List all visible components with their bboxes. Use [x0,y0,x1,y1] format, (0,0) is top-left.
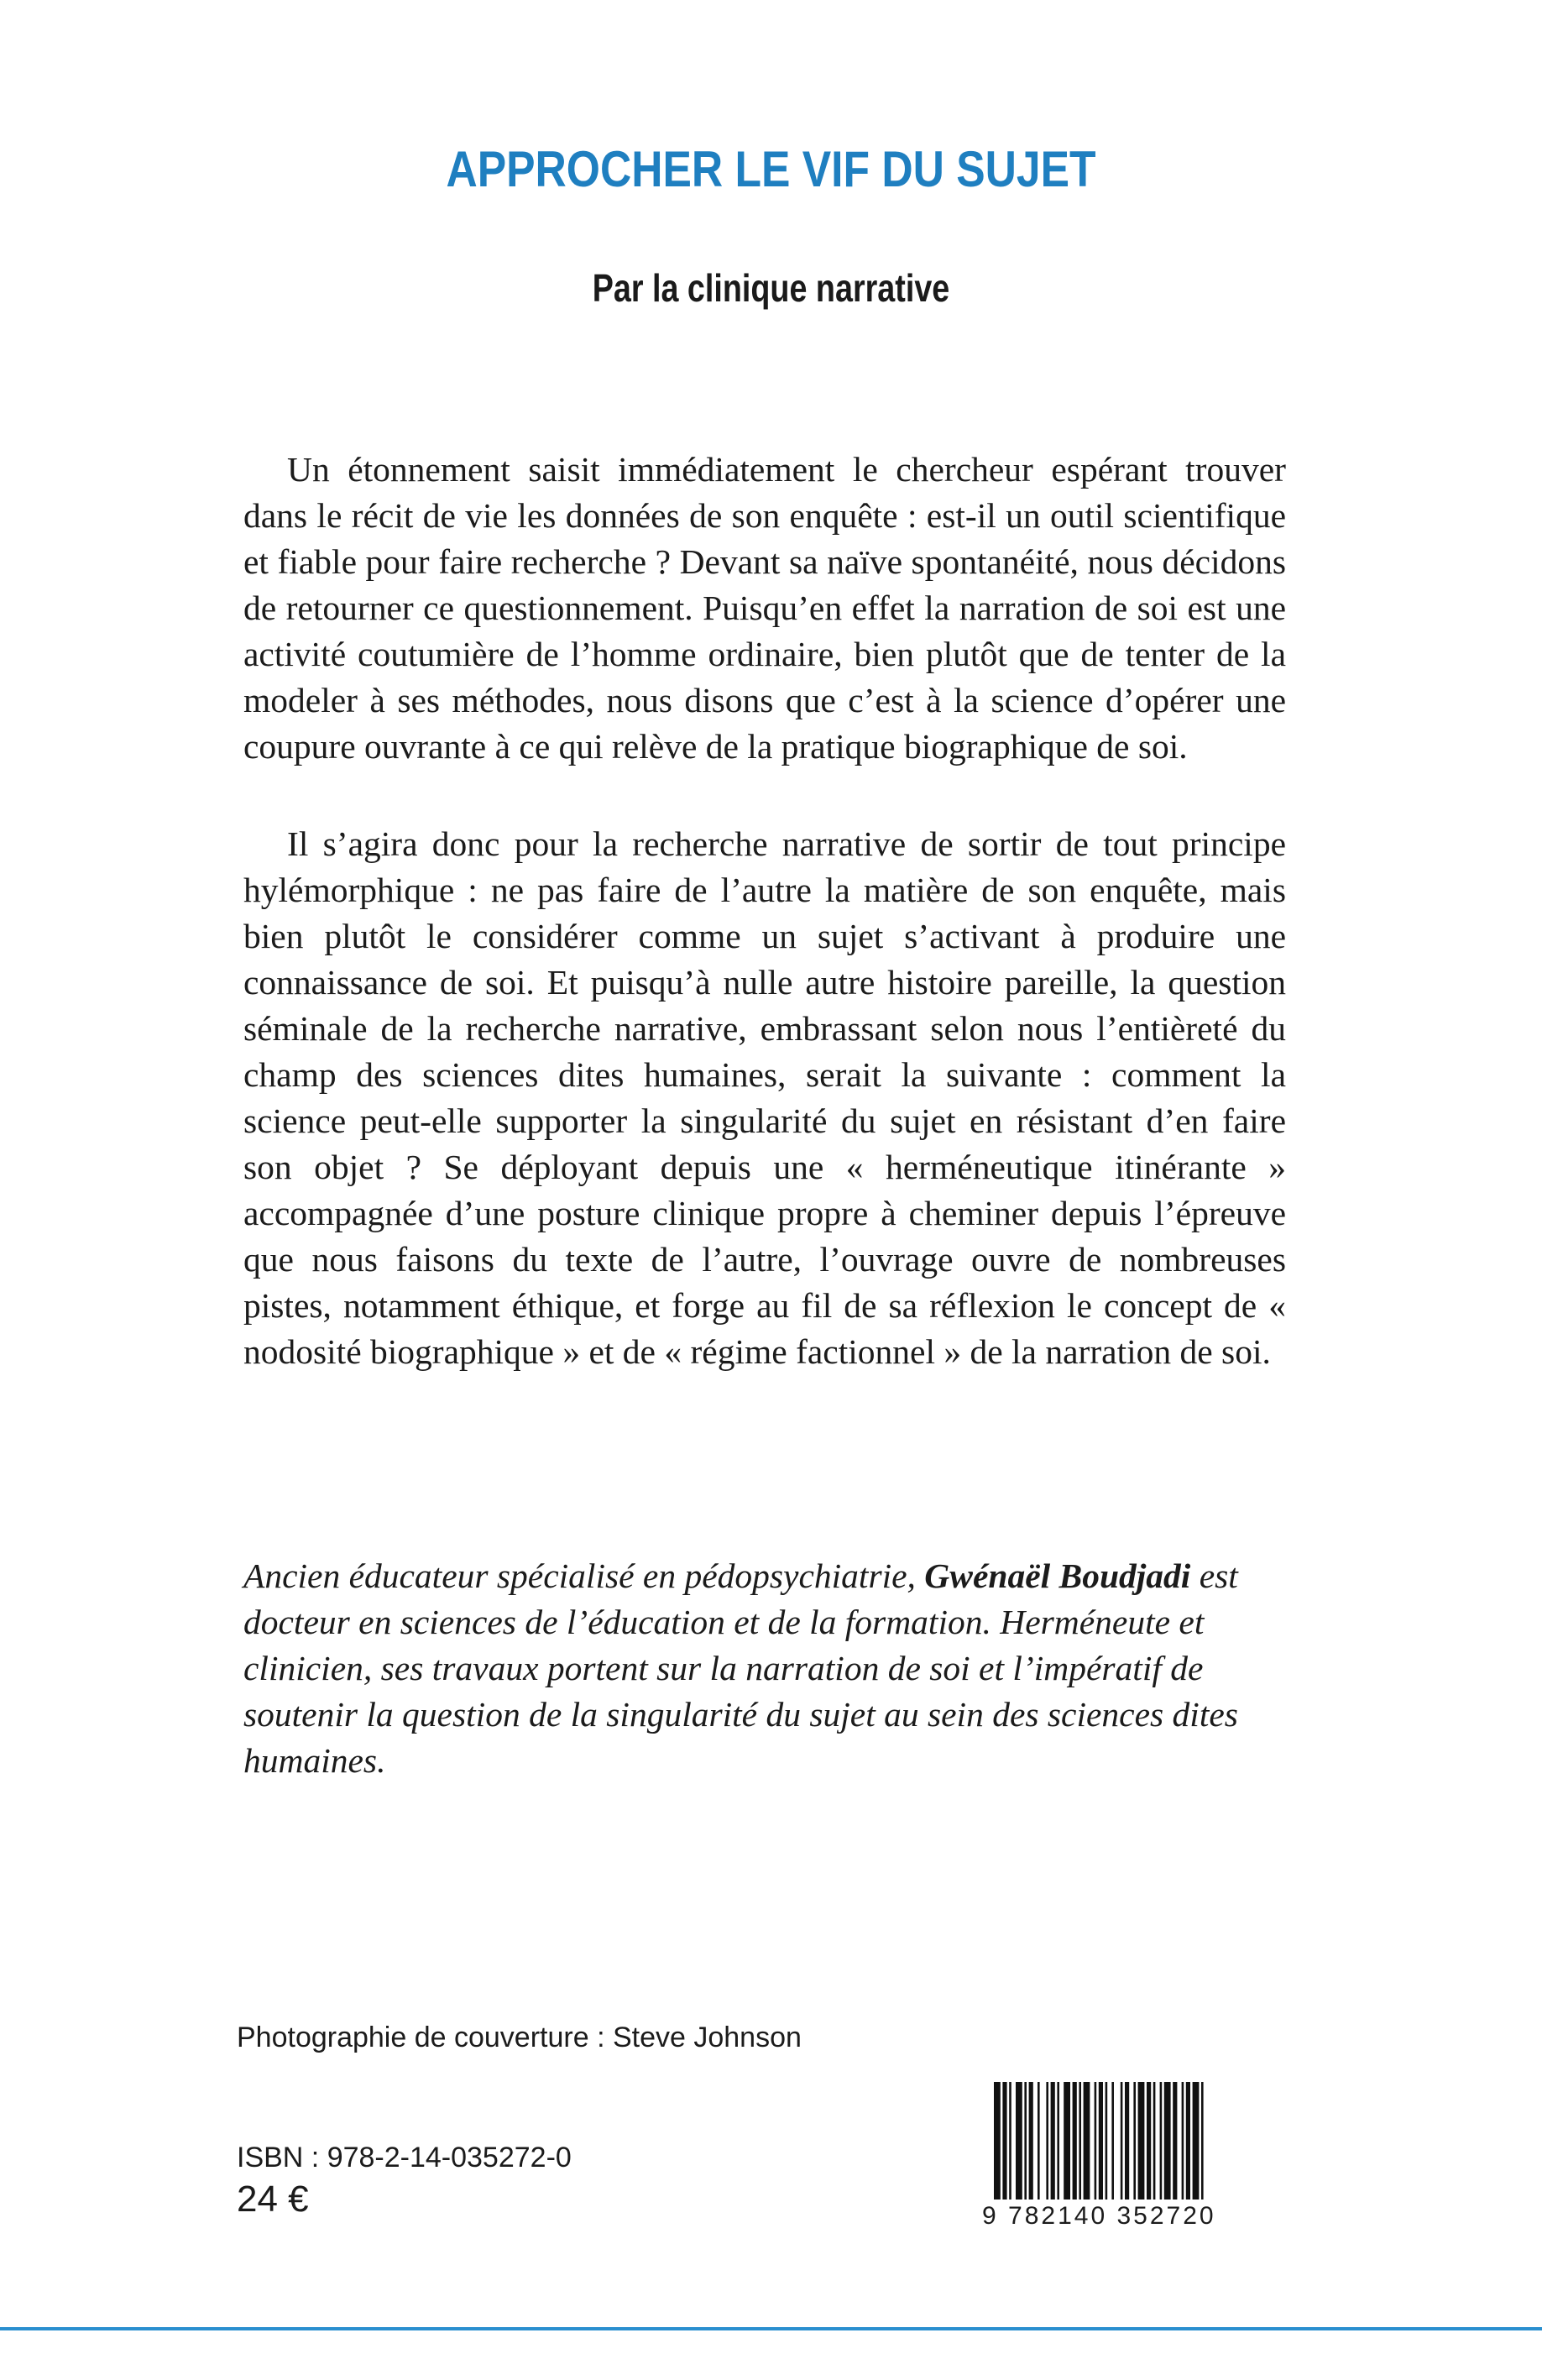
price-label: 24 € [237,2179,309,2220]
summary-paragraph-2: Il s’agira donc pour la recherche narrative de sortir de tout principe hylémorphique : ne pas faire de l’autre la matière de son enquête, mais bien plutôt le considérer comme un sujet s’activant à produire une connaissance de soi. Et puisqu’à nulle autre histoire pareille, la question séminale de la recherche narrative, embrassant selon nous l’entièreté du champ des sciences dites humaines, serait la suivante : comment la science peut-elle supporter la singularité du sujet en résistant d’en faire son objet ? Se déployant depuis une « herméneutique itinérante » accompagnée d’une posture clinique propre à cheminer depuis l’épreuve que nous faisons du texte de l’autre, l’ouvrage ouvre de nombreuses pistes, notamment éthique, et forge au fil de sa réflexion le concept de « nodosité biographique » et de « régime factionnel » de la narration de soi. [243,824,1286,1371]
isbn-label: ISBN : 978-2-14-035272-0 [237,2142,572,2173]
author-bio [243,1553,1286,1784]
author-bio-rest: est docteur en sciences de l’éducation et de la formation. Herméneute et clinicien, ses travaux portent sur la narration de soi et l’impératif de soutenir la question de la singularité du sujet au sein des sciences dites humaines. [243,1556,1238,1780]
author-bio-intro: Ancien éducateur spécialisé en pédopsychiatrie, [243,1556,925,1595]
book-subtitle: Par la clinique narrative [592,266,950,310]
summary-paragraph-1: Un étonnement saisit immédiatement le chercheur espérant trouver dans le récit de vie les données de son enquête : est-il un outil scientifique et fiable pour faire recherche ? Devant sa naïve spontanéité, nous décidons de retourner ce questionnement. Puisqu’en effet la narration de soi est une activité coutumière de l’homme ordinaire, bien plutôt que de tenter de la modeler à ses méthodes, nous disons que c’est à la science d’opérer une coupure ouvrante à ce qui relève de la pratique biographique de soi. [243,450,1286,766]
barcode-number: 9 782140 352720 [982,2200,1284,2233]
bottom-divider [0,2327,1542,2330]
book-title: APPROCHER LE VIF DU SUJET [446,141,1096,197]
photo-credit: Photographie de couverture : Steve Johnson [237,2022,802,2053]
author-name: Gwénaël Boudjadi [924,1556,1191,1595]
